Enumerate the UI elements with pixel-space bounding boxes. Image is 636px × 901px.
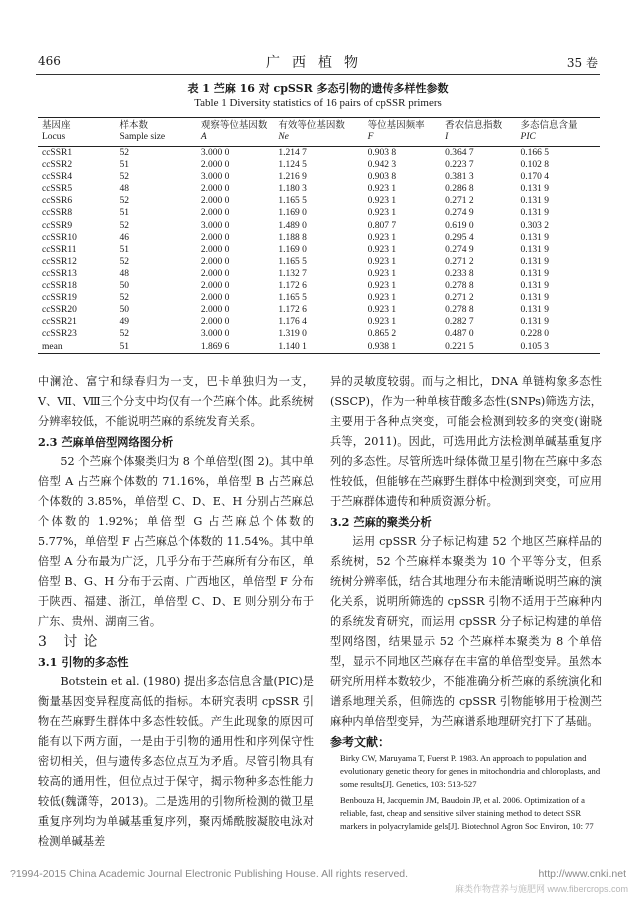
table-cell: 52 bbox=[119, 148, 129, 158]
table-row bbox=[38, 328, 600, 340]
th-en: Locus bbox=[42, 132, 66, 142]
table-cell: ccSSR18 bbox=[42, 281, 77, 292]
table-cell: 0.923 1 bbox=[367, 184, 397, 195]
table-cell: 0.619 0 bbox=[445, 220, 474, 231]
table-row bbox=[38, 316, 600, 328]
footer bbox=[10, 868, 626, 880]
table-cell: 0.278 8 bbox=[445, 305, 474, 316]
table-cell: 50 bbox=[119, 281, 129, 292]
table-cell: 1.216 9 bbox=[278, 172, 307, 183]
diversity-table bbox=[38, 117, 600, 354]
table-cell: 0.170 4 bbox=[520, 172, 550, 183]
table-row bbox=[38, 341, 600, 354]
table-cell: 52 bbox=[119, 196, 129, 207]
table-cell: 3.000 0 bbox=[200, 329, 230, 340]
table-cell: 2.000 0 bbox=[200, 244, 230, 255]
table-row bbox=[38, 292, 600, 304]
th-cn: 基因座 bbox=[42, 121, 71, 131]
table-body bbox=[38, 147, 600, 354]
table-cell: 51 bbox=[119, 208, 129, 219]
watermark-text: 麻类作物营养与施肥网 www.fibercrops.com bbox=[454, 884, 628, 894]
table-cell: ccSSR1 bbox=[42, 148, 73, 158]
table-cell: 0.942 3 bbox=[367, 160, 397, 171]
table-cell: 0.131 9 bbox=[520, 196, 550, 207]
table-cell: 1.188 8 bbox=[278, 232, 307, 243]
table-cell: 0.923 1 bbox=[367, 305, 397, 316]
table-cell: 0.131 9 bbox=[520, 317, 550, 328]
th-cn: 观察等位基因数 bbox=[200, 121, 268, 131]
th-sym: A bbox=[200, 132, 207, 142]
table-cell: 52 bbox=[119, 329, 129, 340]
table-cell: 0.271 2 bbox=[445, 196, 474, 207]
table-cell: 0.105 3 bbox=[521, 341, 600, 354]
th-sym: I bbox=[445, 132, 449, 142]
table-cell: 0.923 1 bbox=[367, 208, 397, 219]
table-cell: 0.274 9 bbox=[445, 208, 474, 219]
th-cn: 多态信息含量 bbox=[520, 121, 578, 131]
table-cell: 1.132 7 bbox=[278, 268, 307, 279]
table-cell: 0.131 9 bbox=[520, 244, 550, 255]
table-cell: 2.000 0 bbox=[200, 208, 230, 219]
table-cell: 0.221 5 bbox=[445, 341, 520, 354]
table-cell: 0.923 1 bbox=[367, 232, 397, 243]
table-cell: ccSSR5 bbox=[42, 184, 73, 195]
table-cell: 52 bbox=[119, 256, 129, 267]
table-cell: 1.124 5 bbox=[278, 160, 307, 171]
table-cell: 52 bbox=[119, 172, 129, 183]
table-row bbox=[38, 147, 600, 160]
table-cell: 0.228 0 bbox=[520, 329, 550, 340]
table-cell: 0.923 1 bbox=[367, 268, 397, 279]
table-row bbox=[38, 195, 600, 207]
table-cell: 0.903 8 bbox=[367, 148, 397, 158]
table-cell: 0.278 8 bbox=[445, 281, 474, 292]
table-cell: 0.131 9 bbox=[520, 256, 550, 267]
table-cell: 0.938 1 bbox=[368, 341, 445, 354]
table-cell: 1.172 6 bbox=[278, 281, 307, 292]
section-heading-3-2: 3.2 苎麻的聚类分析 bbox=[330, 515, 432, 529]
table-row bbox=[38, 159, 600, 171]
table-row bbox=[38, 207, 600, 219]
table-cell: 3.000 0 bbox=[200, 220, 230, 231]
table-cell: 3.000 0 bbox=[200, 172, 230, 183]
table-cell: 0.923 1 bbox=[367, 256, 397, 267]
table-cell: 51 bbox=[119, 244, 129, 255]
table-cell: 0.923 1 bbox=[367, 317, 397, 328]
table-cell: 2.000 0 bbox=[200, 184, 230, 195]
th-cn: 香农信息指数 bbox=[445, 121, 503, 131]
table-cell: 52 bbox=[119, 293, 129, 304]
table-cell: 1.165 5 bbox=[278, 293, 307, 304]
table-cell: 0.282 7 bbox=[445, 317, 474, 328]
table-cell: 2.000 0 bbox=[200, 232, 230, 243]
table-cell: 0.295 4 bbox=[445, 232, 474, 243]
th-sym: Ne bbox=[278, 132, 289, 142]
table-cell: 2.000 0 bbox=[200, 268, 230, 279]
table-cell: 0.233 8 bbox=[445, 268, 474, 279]
table-cell: 50 bbox=[119, 305, 129, 316]
volume-label: 35 卷 bbox=[566, 56, 598, 70]
table-cell: 0.865 2 bbox=[367, 329, 397, 340]
table-header-row-en bbox=[38, 132, 600, 147]
paragraph: Botstein et al. (1980) 提出多态信息含量(PIC)是衡量基因变异程度高低的指标。本研究表明 cpSSR 引物在苎麻野生群体中多态性较低。产生此现象的原因可能有以下两方面，一是由于引物的通用性和序列保守性密切相关，但与遗传多态位点互为矛盾。尽管引物具有较高的通用性，但位点过于保守，揭示物种多态性能力较低(魏潇等，2013)。二是选用的引物所检测的微卫星重复序列均为单碱基重复序列，聚丙烯酰胺凝胶电泳对检测单碱基差 bbox=[38, 675, 314, 848]
th-cn: 等位基因频率 bbox=[367, 121, 425, 131]
table-cell: ccSSR12 bbox=[42, 256, 77, 267]
table-cell: 1.869 6 bbox=[201, 341, 278, 354]
table-cell: 2.000 0 bbox=[200, 305, 230, 316]
table-cell: 0.131 9 bbox=[520, 305, 550, 316]
th-cn: 有效等位基因数 bbox=[278, 121, 345, 131]
table-row bbox=[38, 244, 600, 256]
table-cell: 1.140 1 bbox=[278, 341, 367, 354]
table-cell: 0.131 9 bbox=[520, 184, 550, 195]
table-cell: 1.180 3 bbox=[278, 184, 307, 195]
table-row bbox=[38, 232, 600, 244]
table-cell: 0.166 5 bbox=[520, 148, 550, 158]
table-cell: ccSSR13 bbox=[42, 268, 77, 279]
table-cell: 2.000 0 bbox=[200, 281, 230, 292]
section-heading-3: 3 讨论 bbox=[38, 634, 104, 650]
copyright-text: ?1994-2015 China Academic Journal Electronic Publishing House. All rights reserved. bbox=[10, 868, 409, 880]
table-cell: 1.214 7 bbox=[278, 148, 307, 158]
table-cell: 0.487 0 bbox=[445, 329, 474, 340]
table-cell: ccSSR21 bbox=[42, 317, 77, 328]
paragraph: 异的灵敏度较弱。而与之相比，DNA 单链构象多态性(SSCP)，作为一种单核苷酸多态性(SNPs)筛选方法，主要用于各种点突变，可能会检测到较多的突变(谢晓兵等，2011)。因此，可选用此方法检测单碱基重复序列的多态性。尽管所选叶绿体微卫星引物在苎麻中多态性较低，但能够在苎麻野生群体中检测到突变，可应用于苎麻群体遗传和种质资源分析。 bbox=[330, 375, 602, 508]
table-cell: 2.000 0 bbox=[200, 196, 230, 207]
page-number: 466 bbox=[38, 54, 61, 68]
table-cell: 1.165 5 bbox=[278, 196, 307, 207]
table-row bbox=[38, 171, 600, 183]
site-link[interactable]: http://www.cnki.net bbox=[538, 868, 626, 880]
table-row bbox=[38, 183, 600, 195]
th-en: Sample size bbox=[119, 132, 166, 142]
table-cell: 0.102 8 bbox=[520, 160, 550, 171]
table-header-row-cn bbox=[38, 118, 600, 133]
table-cell: ccSSR6 bbox=[42, 196, 73, 207]
table-cell: 0.923 1 bbox=[367, 244, 397, 255]
table-cell: ccSSR9 bbox=[42, 220, 73, 231]
paragraph: 52 个苎麻个体聚类归为 8 个单倍型(图 2)。其中单倍型 A 占苎麻个体数的 71.16%，单倍型 B 占苎麻总个体数的 3.85%，单倍型 C、D、E、H 分别占苎麻总个体数的 1.92%；单倍型 G 占苎麻总个体数的 5.77%，单倍型 F 占苎麻总个体数的 11.54%。其中单倍型 A 分布最为广泛，几乎分布于苎麻所有分布区，单倍型 B、G、H 分布于云南、广西地区，单倍型 F 分布于陕西、福建、浙江，单倍型 C、D、E 则分别分布于广东、贵州、湖南三省。 bbox=[38, 455, 314, 628]
header-rule bbox=[36, 74, 600, 75]
table-cell: 48 bbox=[119, 268, 129, 279]
table-caption-cn: 表 1 苎麻 16 对 cpSSR 多态引物的遗传多样性参数 bbox=[187, 82, 449, 95]
table-cell: 1.319 0 bbox=[278, 329, 307, 340]
table-cell: 0.131 9 bbox=[520, 281, 550, 292]
journal-title: 广西植物 bbox=[266, 55, 370, 71]
table-cell: ccSSR2 bbox=[42, 160, 73, 171]
table-cell: 0.303 2 bbox=[520, 220, 550, 231]
table-cell: ccSSR8 bbox=[42, 208, 73, 219]
reference-item: Benbouza H, Jacquemin JM, Baudoin JP, et al. 2006. Optimization of a reliable, fast, cheap and sensitive silver staining method to detect SSR markers in polyacrylamide gels[J]. Biotechnol Agron Soc Environ, 10: 77 bbox=[340, 795, 594, 831]
table-row bbox=[38, 256, 600, 268]
section-heading-2-3: 2.3 苎麻单倍型网络图分析 bbox=[38, 435, 174, 449]
table-cell: 0.923 1 bbox=[367, 293, 397, 304]
left-column bbox=[38, 372, 314, 852]
paragraph: 中澜沧、富宁和绿春归为一支，巴卡单独归为一支，Ⅴ、Ⅶ、Ⅷ三个分支中均仅有一个苎麻个体。此系统树分辨率较低，不能说明苎麻的系统发育关系。 bbox=[38, 375, 314, 428]
table-cell: 52 bbox=[119, 220, 129, 231]
table-cell: 0.131 9 bbox=[520, 268, 550, 279]
table-cell: mean bbox=[38, 341, 120, 354]
table-cell: 1.176 4 bbox=[278, 317, 307, 328]
table-cell: 2.000 0 bbox=[200, 256, 230, 267]
table-cell: 0.364 7 bbox=[445, 148, 474, 158]
table-cell: 1.172 6 bbox=[278, 305, 307, 316]
th-cn: 样本数 bbox=[119, 121, 149, 131]
table-cell: ccSSR20 bbox=[42, 305, 77, 316]
table-cell: 0.923 1 bbox=[367, 281, 397, 292]
table-row bbox=[38, 280, 600, 292]
table-cell: 0.131 9 bbox=[520, 232, 550, 243]
table-cell: 0.271 2 bbox=[445, 293, 474, 304]
table-cell: 0.923 1 bbox=[367, 196, 397, 207]
table-cell: 46 bbox=[119, 232, 129, 243]
table-cell: 0.381 3 bbox=[445, 172, 474, 183]
table-cell: 2.000 0 bbox=[200, 293, 230, 304]
table-cell: 0.286 8 bbox=[445, 184, 474, 195]
table-cell: 1.169 0 bbox=[278, 244, 307, 255]
table-cell: 51 bbox=[120, 341, 201, 354]
table-cell: ccSSR23 bbox=[42, 329, 77, 340]
table-cell: ccSSR10 bbox=[42, 232, 77, 243]
table-cell: 2.000 0 bbox=[200, 317, 230, 328]
table-cell: ccSSR11 bbox=[42, 244, 77, 255]
references-title: 参考文献： bbox=[330, 735, 391, 749]
table-cell: 1.165 5 bbox=[278, 256, 307, 267]
paragraph: 运用 cpSSR 分子标记构建 52 个地区苎麻样品的系统树，52 个苎麻样本聚类为 10 个平等分支，但系统树分辨率低，结合其地理分布未能清晰说明苎麻的演化关系，说明所筛选的 cpSSR 引物不适用于苎麻种内的系统发育研究，而运用 cpSSR 分子标记构建的单倍型网络图，结果显示 52 个苎麻样本聚类为 8 个单倍型，显示不同地区苎麻存在丰富的单倍型变异。虽然本研究所用样本数较少，不能准确分析苎麻的系统演化和谱系地理关系，但筛选的 cpSSR 引物能够用于检测苎麻种内单倍型变异，为苎麻谱系地理研究打下了基础。 bbox=[330, 535, 602, 728]
table-caption-en: Table 1 Diversity statistics of 16 pairs of cpSSR primers bbox=[194, 97, 442, 109]
table-cell: 0.271 2 bbox=[445, 256, 474, 267]
table-cell: 51 bbox=[119, 160, 129, 171]
table-cell: 0.903 8 bbox=[367, 172, 397, 183]
th-sym: F bbox=[367, 132, 374, 142]
section-heading-3-1: 3.1 引物的多态性 bbox=[38, 655, 129, 669]
table-cell: 0.131 9 bbox=[520, 208, 550, 219]
table-cell: ccSSR4 bbox=[42, 172, 73, 183]
right-column bbox=[330, 372, 602, 836]
table-cell: 0.807 7 bbox=[367, 220, 397, 231]
table-cell: 48 bbox=[119, 184, 129, 195]
table-row bbox=[38, 220, 600, 232]
table-cell: 2.000 0 bbox=[200, 160, 230, 171]
th-sym: PIC bbox=[520, 132, 536, 142]
table-cell: 3.000 0 bbox=[200, 148, 230, 158]
table-cell: 0.223 7 bbox=[445, 160, 474, 171]
table-cell: 49 bbox=[119, 317, 129, 328]
table-cell: ccSSR19 bbox=[42, 293, 77, 304]
table-cell: 0.274 9 bbox=[445, 244, 474, 255]
table-row bbox=[38, 304, 600, 316]
reference-item: Birky CW, Maruyama T, Fuerst P. 1983. An approach to population and evolutionary genetic theory for genes in mitochondria and chloroplasts, and some results[J]. Genetics, 103: 513-527 bbox=[340, 753, 601, 789]
table-row bbox=[38, 268, 600, 280]
table-cell: 1.169 0 bbox=[278, 208, 307, 219]
table-cell: 1.489 0 bbox=[278, 220, 307, 231]
table-cell: 0.131 9 bbox=[520, 293, 550, 304]
